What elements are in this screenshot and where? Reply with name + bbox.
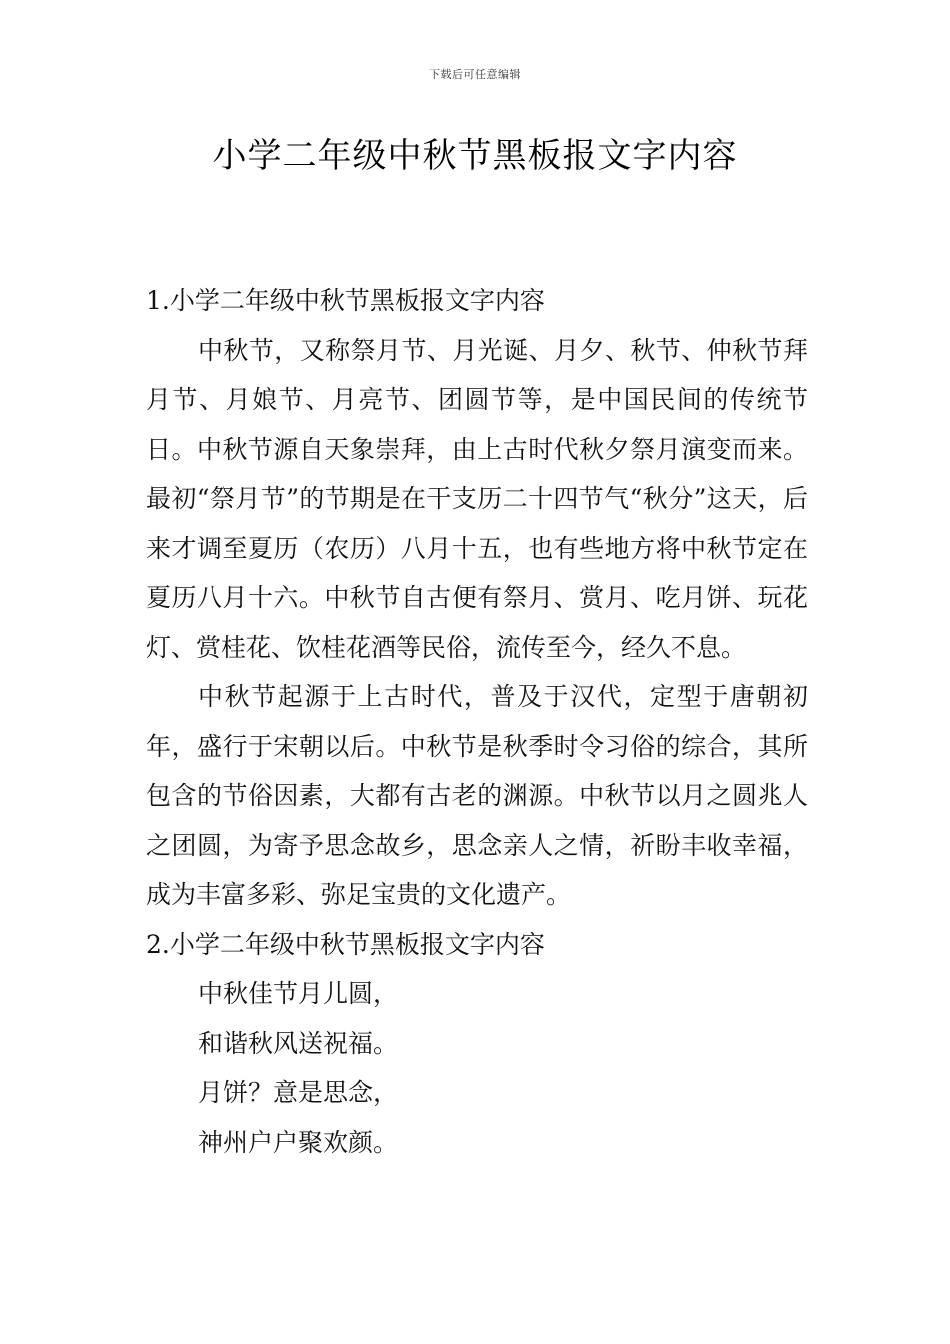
section-1-heading: 1.小学二年级中秋节黑板报文字内容: [146, 286, 545, 315]
section-2-verse-2: 和谐秋风送祝福。: [198, 1028, 399, 1058]
section-2-verse-3: 月饼？意是思念，: [198, 1078, 399, 1107]
section-1-paragraph-1: 中秋节，又称祭月节、月光诞、月夕、秋节、仲秋节拜月节、月娘节、月亮节、团圆节等，是中国民间的传统节日。中秋节源自天象崇拜，由上古时代秋夕祭月演变而来。最初“祭月节”的节期是在干支历二十四节气“秋分”这天，后来才调至夏历（农历）八月十五，也有些地方将中秋节定在夏历八月十六。中秋节自古便有祭月、赏月、吃月饼、玩花灯、赏桂花、饮桂花酒等民俗，流传至今，经久不息。: [146, 335, 808, 662]
header-note: 下载后可任意编辑: [429, 68, 521, 81]
section-2-verse-4: 神州户户聚欢颜。: [198, 1127, 399, 1157]
section-2-verse-1: 中秋佳节月儿圆，: [198, 979, 399, 1008]
section-1-paragraph-2: 中秋节起源于上古时代，普及于汉代，定型于唐朝初年，盛行于宋朝以后。中秋节是秋季时令习俗的综合，其所包含的节俗因素，大都有古老的渊源。中秋节以月之圆兆人之团圆，为寄予思念故乡，思念亲人之情，祈盼丰收幸福，成为丰富多彩、弥足宝贵的文化遗产。: [146, 682, 808, 909]
section-2-heading: 2.小学二年级中秋节黑板报文字内容: [146, 929, 545, 959]
document-body: [146, 276, 808, 1167]
document-title: 小学二年级中秋节黑板报文字内容: [212, 136, 738, 176]
